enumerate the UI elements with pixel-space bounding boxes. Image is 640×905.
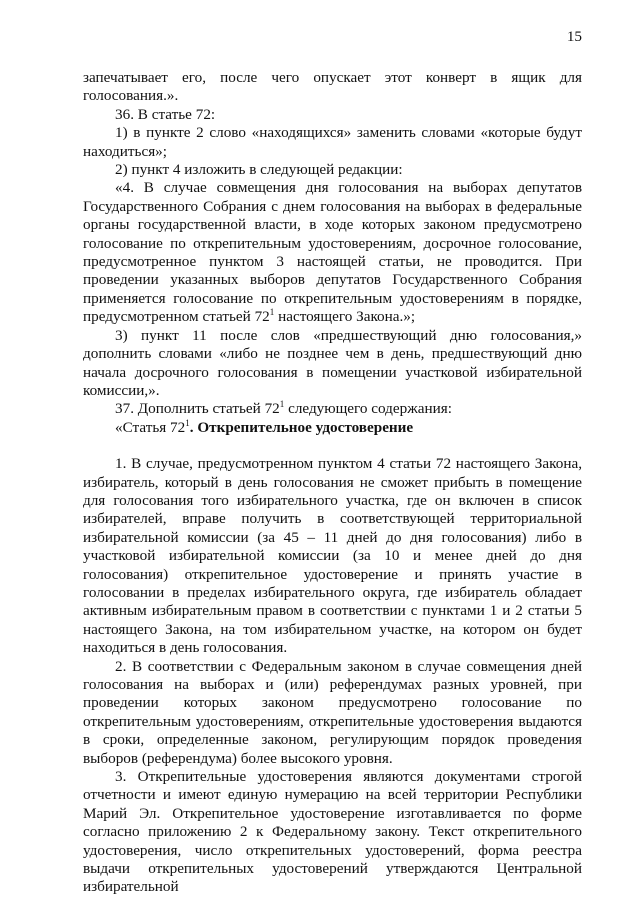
quoted-point-4-text: «4. В случае совмещения дня голосования на выборах депутатов Государственного Собрания с днем голосования на выборах в федеральные органы государственной власти, в ходе которых законом предусмотрено голосование по открепительным удостоверениям, досрочное голосование, предусмотренное пунктом 3 настоящей статьи, не проводится. При проведении указанных выборов депутатов Государственного Собрания применяется голосование по открепительным удостоверениям в порядке, предусмотренном статьей 72 [83,179,582,326]
superscript-1: 1 [185,417,190,428]
page-number: 15 [566,28,582,45]
paragraph-subitem-3: 3) пункт 11 после слов «предшествующий дню голосования,» дополнить словами «либо не позднее чем в день, предшествующий дню начала досрочного голосования в помещении участковой избирательной комиссии,». [83,326,582,399]
article-point-2: 2. В соответствии с Федеральным законом в случае совмещения дней голосования на выборах и (или) референдумах разных уровней, при проведении которых законом предусмотрено голосование по открепительным удостоверениям, открепительные удостоверения выдаются в сроки, определенные законом, регулирующим порядок проведения выборов (референдума) более высокого уровня. [83,657,582,767]
paragraph-item-37 [83,400,582,418]
article-label: «Статья 72 [115,418,186,436]
paragraph-continuation: запечатывает его, после чего опускает этот конверт в ящик для голосования.». [83,69,582,105]
item-37-text: 37. Дополнить статьей 72 [115,400,280,418]
superscript-1: 1 [279,399,285,410]
article-title: . Открепительное удостоверение [189,418,414,436]
article-point-3: 3. Открепительные удостоверения являются документами строгой отчетности и имеют единую нумерацию на всей территории Республики Марий Эл. Открепительное удостоверение изготавливается по форме согласно приложению 2 к Федеральному закону. Текст открепительного удостоверения, число открепительных удостоверений, форма реестра выдачи открепительных удостоверений утверждаются Центральной избирательной [83,768,582,896]
paragraph-subitem-2: 2) пункт 4 изложить в следующей редакции: [115,161,403,179]
superscript-1: 1 [269,307,275,318]
paragraph-item-36: 36. В статье 72: [115,105,216,123]
article-heading [83,419,582,437]
paragraph-subitem-1: 1) в пункте 2 слово «находящихся» заменить словами «которые будут находиться»; [83,124,582,160]
blank-line [83,437,582,455]
item-37-tail: следующего содержания: [284,400,452,418]
article-point-1: 1. В случае, предусмотренном пунктом 4 статьи 72 настоящего Закона, избиратель, который в день голосования не сможет прибыть в помещение для голосования того избирательного участка, где он включен в список избирателей, вправе получить в соответствующей территориальной избирательной комиссии (за 45 – 11 дней до дня голосования) либо в участковой избирательной комиссии (за 10 и менее дней до дня голосования) открепительное удостоверение и принять участие в голосовании в пределах избирательного округа, где избиратель обладает активным избирательным правом в соответствии с пунктами 1 и 2 статьи 5 настоящего Закона, на том избирательном участке, на котором он будет находиться в день голосования. [83,455,582,657]
document-body [83,69,582,897]
quoted-point-4-tail: настоящего Закона.»; [274,308,416,326]
paragraph-quoted-point-4 [83,179,582,326]
